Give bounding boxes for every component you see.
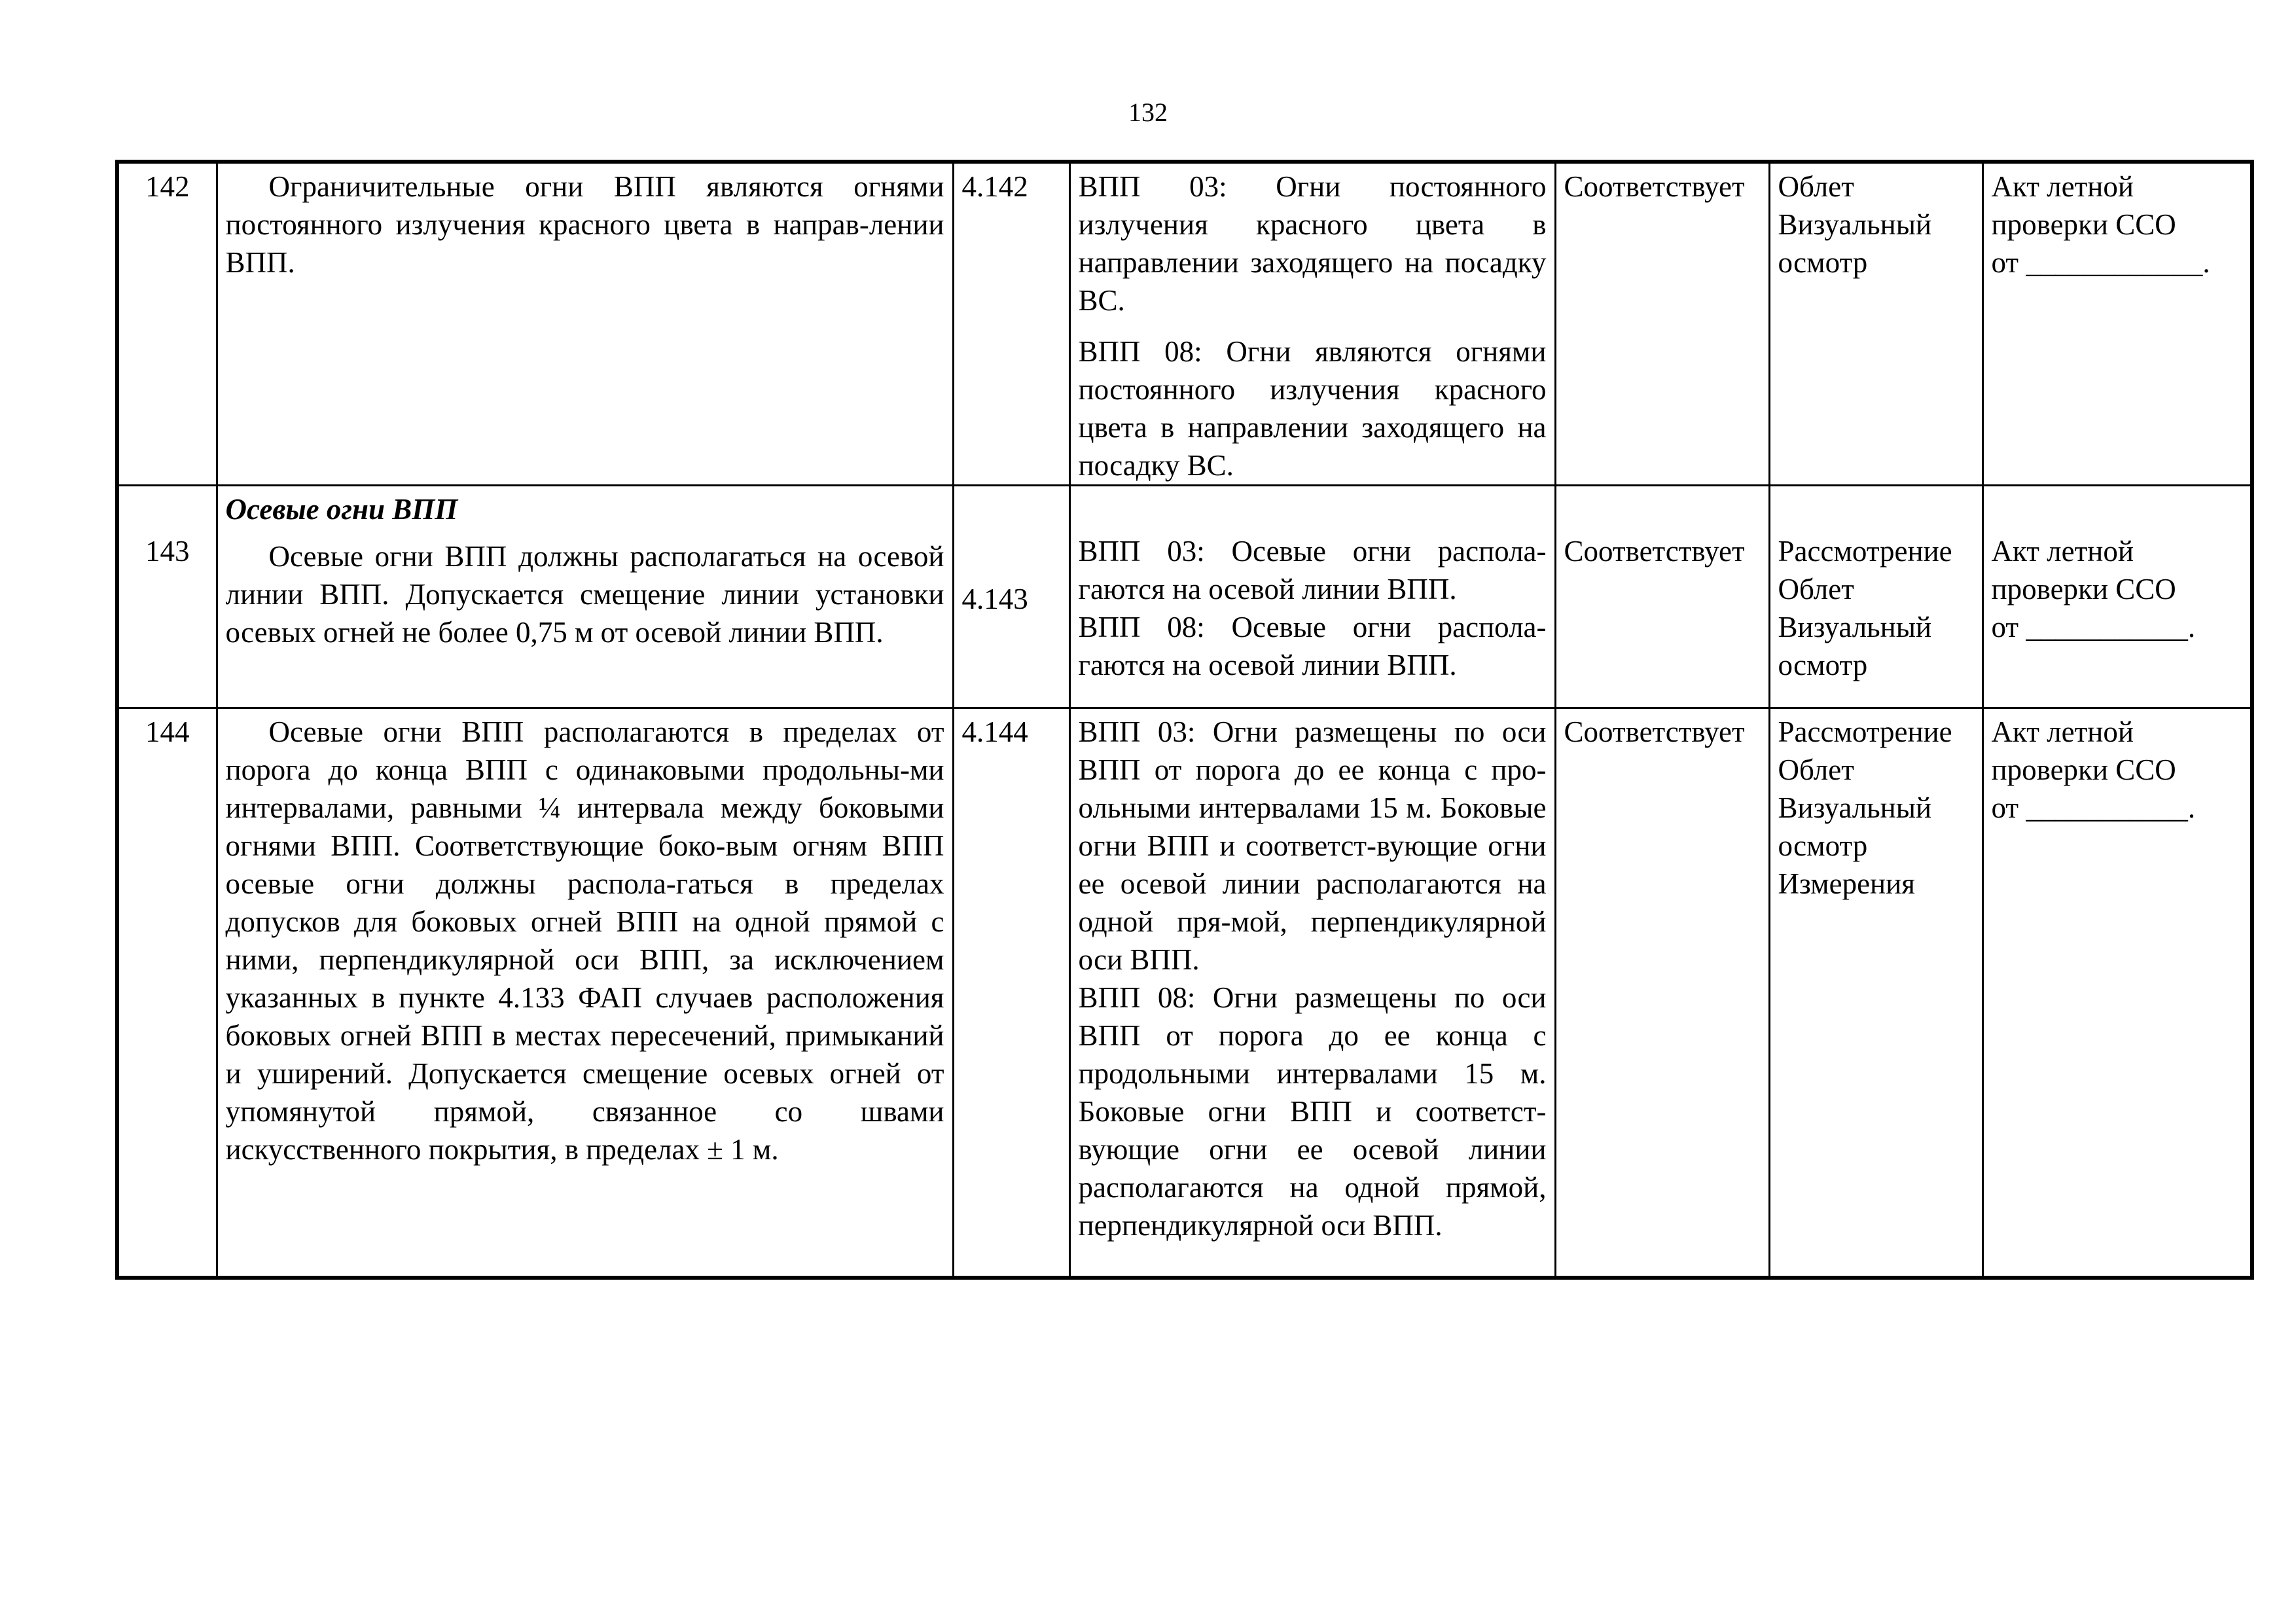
description-cell xyxy=(1069,708,1555,1278)
description-cell xyxy=(1069,486,1555,708)
document-line: от ___________. xyxy=(1991,611,2196,643)
document-line: от ____________. xyxy=(1991,246,2210,279)
table-row xyxy=(117,708,2252,1278)
document-line: Акт летной xyxy=(1991,715,2134,748)
requirement-text: Осевые огни ВПП должны располагаться на осевой линии ВПП. Допускается смещение линии установки осевых огней не более 0,75 м от осевой линии ВПП. xyxy=(225,540,944,649)
compliance-table xyxy=(115,160,2254,1280)
clause-cell: 4.142 xyxy=(953,162,1069,486)
method-item: Визуальный xyxy=(1778,611,1932,643)
method-item: Визуальный xyxy=(1778,791,1932,824)
method-item: Облет xyxy=(1778,573,1854,605)
description-paragraph: ВПП 03: Огни размещены по оси ВПП от порога до ее конца с про-ольными интервалами 15 м. Боковые огни ВПП и соответст-вующие огни ее осевой линии располагаются на одной пря-мой, перпендикулярной оси ВПП. xyxy=(1078,715,1547,976)
requirement-text: Осевые огни ВПП располагаются в пределах от порога до конца ВПП с одинаковыми продольны-ми интервалами, равными ¼ интервала между боковыми огнями ВПП. Соответствующие боко-вым огням ВПП осевые огни должны распола-гаться в пределах допусков для боковых огней ВПП на одной прямой с ними, перпендикулярной оси ВПП, за исключением указанных в пункте 4.133 ФАП случаев расположения боковых огней ВПП в местах пересечений, примыканий и уширений. Допускается смещение осевых огней от упомянутой прямой, связанное со швами искусственного покрытия, в пределах ± 1 м. xyxy=(225,715,944,1166)
requirement-cell xyxy=(217,708,953,1278)
method-item: Рассмотрение xyxy=(1778,715,1952,748)
requirement-cell xyxy=(217,486,953,708)
method-item: Визуальный осмотр xyxy=(1778,208,1932,279)
method-cell xyxy=(1769,162,1982,486)
document-line: Акт летной xyxy=(1991,535,2134,568)
description-cell xyxy=(1069,162,1555,486)
method-item: Облет xyxy=(1778,753,1854,786)
table-row xyxy=(117,486,2252,708)
row-number: 142 xyxy=(117,162,217,486)
description-paragraph: ВПП 08: Огни размещены по оси ВПП от порога до ее конца с продольными интервалами 15 м. Боковые огни ВПП и соответст-вующие огни ее осевой линии располагаются на одной прямой, перпендикулярной оси ВПП. xyxy=(1078,981,1547,1242)
method-item: осмотр xyxy=(1778,829,1868,862)
document-cell xyxy=(1982,708,2252,1278)
document-line: от ___________. xyxy=(1991,791,2196,824)
document-cell xyxy=(1982,162,2252,486)
row-number: 143 xyxy=(117,486,217,708)
document-cell xyxy=(1982,486,2252,708)
status-cell: Соответствует xyxy=(1555,486,1769,708)
table-row xyxy=(117,162,2252,486)
document-line: проверки ССО xyxy=(1991,573,2176,605)
clause-cell: 4.143 xyxy=(953,486,1069,708)
requirement-text: Ограничительные огни ВПП являются огнями постоянного излучения красного цвета в направ-лении ВПП. xyxy=(225,170,944,279)
method-item: осмотр xyxy=(1778,649,1868,681)
status-cell: Соответствует xyxy=(1555,162,1769,486)
method-item: Облет xyxy=(1778,170,1854,203)
method-cell xyxy=(1769,708,1982,1278)
method-item: Измерения xyxy=(1778,867,1915,900)
method-item: Рассмотрение xyxy=(1778,535,1952,568)
page-number: 132 xyxy=(1128,98,1168,127)
description-paragraph: ВПП 08: Огни являются огнями постоянного излучения красного цвета в направлении заходящего на посадку ВС. xyxy=(1078,335,1547,482)
row-number: 144 xyxy=(117,708,217,1278)
description-paragraph: ВПП 03: Осевые огни распола-гаются на осевой линии ВПП. xyxy=(1078,535,1547,605)
document-line: Акт летной xyxy=(1991,170,2134,203)
status-cell: Соответствует xyxy=(1555,708,1769,1278)
document-line: проверки ССО xyxy=(1991,753,2176,786)
description-paragraph: ВПП 08: Осевые огни распола-гаются на осевой линии ВПП. xyxy=(1078,611,1547,681)
description-paragraph: ВПП 03: Огни постоянного излучения красного цвета в направлении заходящего на посадку ВС. xyxy=(1078,170,1547,317)
method-cell xyxy=(1769,486,1982,708)
section-title: Осевые огни ВПП xyxy=(225,493,458,526)
requirement-cell xyxy=(217,162,953,486)
clause-cell: 4.144 xyxy=(953,708,1069,1278)
document-line: проверки ССО xyxy=(1991,208,2176,241)
